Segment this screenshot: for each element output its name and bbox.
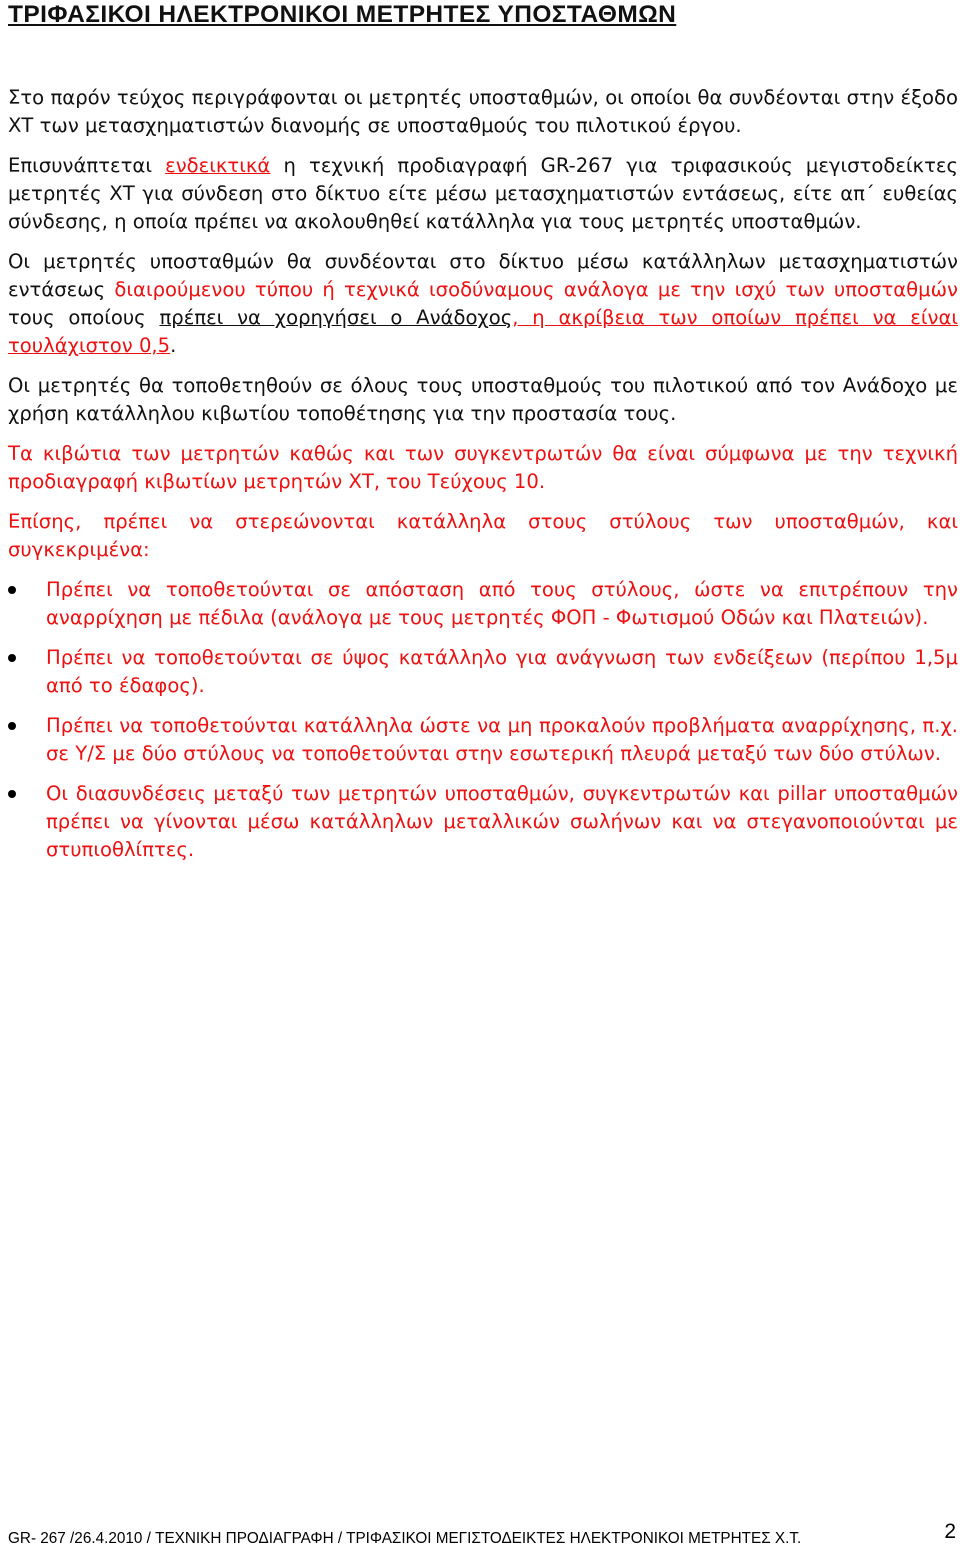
- mounting-requirements-list: [8, 576, 958, 864]
- list-item: [8, 780, 958, 864]
- page-number: 2: [944, 1520, 956, 1543]
- list-item-text: Πρέπει να τοποθετούνται κατάλληλα ώστε να μη προκαλούν προβλήματα αναρρίχησης, π.χ. σε Υ/Σ με δύο στύλους να τοποθετούνται στην εσωτερική πλευρά μεταξύ των δύο στύλων.: [46, 714, 958, 765]
- list-item: [8, 644, 958, 700]
- paragraph-installation: Οι μετρητές θα τοποθετηθούν σε όλους τους υποσταθμούς του πιλοτικού από τον Ανάδοχο με χρήση κατάλληλου κιβωτίου τοποθέτησης για την προστασία τους.: [8, 374, 958, 425]
- highlight-accuracy: , η ακρίβεια των οποίων πρέπει να είναι τουλάχιστον 0,5: [8, 306, 958, 357]
- list-item-text: Πρέπει να τοποθετούνται σε ύψος κατάλληλο για ανάγνωση των ενδείξεων (περίπου 1,5μ από το έδαφος).: [46, 646, 958, 697]
- list-item: [8, 712, 958, 768]
- bullet-icon: [8, 722, 16, 730]
- paragraph-spec-attachment: [8, 152, 958, 236]
- paragraph-meter-connection-text-f: .: [170, 334, 177, 357]
- paragraph-intro: Στο παρόν τεύχος περιγράφονται οι μετρητές υποσταθμών, οι οποίοι θα συνδέονται στην έξοδο ΧΤ των μετασχηματιστών διανομής σε υποσταθμούς του πιλοτικού έργου.: [8, 86, 958, 137]
- document-body: [8, 84, 958, 876]
- underline-contractor: πρέπει να χορηγήσει ο Ανάδοχος: [159, 306, 513, 329]
- paragraph-enclosures: Τα κιβώτια των μετρητών καθώς και των συγκεντρωτών θα είναι σύμφωνα με την τεχνική προδιαγραφή κιβωτίων μετρητών ΧΤ, του Τεύχους 10.: [8, 442, 958, 493]
- paragraph-meter-connection-text-a: Οι μετρητές υποσταθμών θα συνδέονται στο δίκτυο μέσω κατάλληλων μετασχηματιστών εντάσεως: [8, 250, 958, 301]
- document-heading: ΤΡΙΦΑΣΙΚΟΙ ΗΛΕΚΤΡΟΝΙΚΟΙ ΜΕΤΡΗΤΕΣ ΥΠΟΣΤΑΘΜΩΝ: [8, 1, 677, 28]
- bullet-icon: [8, 654, 16, 662]
- highlight-indicative: ενδεικτικά: [165, 154, 271, 177]
- highlight-transformer-type: διαιρούμενου τύπου ή τεχνικά ισοδύναμους ανάλογα με την ισχύ των υποσταθμών: [114, 278, 958, 301]
- bullet-icon: [8, 790, 16, 798]
- paragraph-mounting: Επίσης, πρέπει να στερεώνονται κατάλληλα στους στύλους των υποσταθμών, και συγκεκριμένα:: [8, 510, 958, 561]
- list-item-text: Πρέπει να τοποθετούνται σε απόσταση από τους στύλους, ώστε να επιτρέπουν την αναρρίχηση με πέδιλα (ανάλογα με τους μετρητές ΦΟΠ - Φωτισμού Οδών και Πλατειών).: [46, 578, 958, 629]
- paragraph-spec-attachment-text-c: η τεχνική προδιαγραφή GR-267 για τριφασικούς μεγιστοδείκτες μετρητές ΧΤ για σύνδεση στο δίκτυο είτε μέσω μετασχηματιστών εντάσεως, είτε απ΄ ευθείας σύνδεσης, η οποία πρέπει να ακολουθηθεί κατάλληλα για τους μετρητές υποσταθμών.: [8, 154, 958, 233]
- bullet-icon: [8, 586, 16, 594]
- list-item-text: Οι διασυνδέσεις μεταξύ των μετρητών υποσταθμών, συγκεντρωτών και pillar υποσταθμών πρέπει να γίνονται μέσω κατάλληλων μεταλλικών σωλήνων και να στεγανοποιούνται με στυπιοθλίπτες.: [46, 782, 958, 861]
- page-footer: GR- 267 /26.4.2010 / ΤΕΧΝΙΚΗ ΠΡΟΔΙΑΓΡΑΦΗ / ΤΡΙΦΑΣΙΚΟΙ ΜΕΓΙΣΤΟΔΕΙΚΤΕΣ ΗΛΕΚΤΡΟΝΙΚΟΙ ΜΕΤΡΗΤΕΣ Χ.Τ.: [8, 1530, 802, 1547]
- list-item: [8, 576, 958, 632]
- paragraph-spec-attachment-text-a: Επισυνάπτεται: [8, 154, 166, 177]
- paragraph-meter-connection-text-c: τους οποίους: [8, 306, 160, 329]
- paragraph-meter-connection: [8, 248, 958, 360]
